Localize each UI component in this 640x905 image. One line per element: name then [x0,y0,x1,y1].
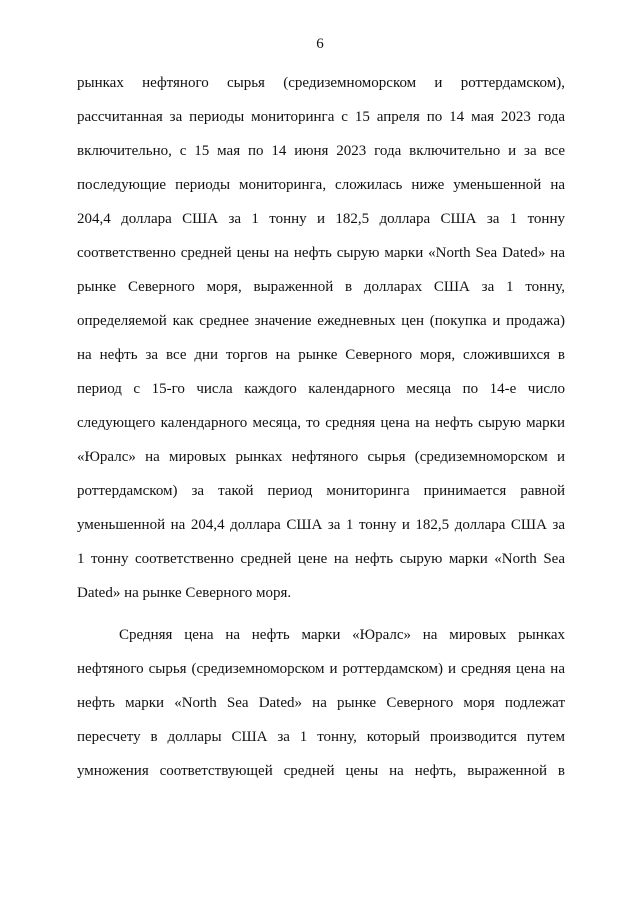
text-line: период с 15-го числа каждого календарного месяца по 14-е число [77,381,565,397]
text-line: рынке Северного моря, выраженной в долларах США за 1 тонну, [77,279,565,295]
text-line: рынках нефтяного сырья (средиземноморском и роттердамском), [77,75,565,91]
text-line: 1 тонну соответственно средней цене на нефть сырую марки «North Sea [77,551,565,567]
text-line: пересчету в доллары США за 1 тонну, который производится путем [77,729,565,745]
text-line: включительно, с 15 мая по 14 июня 2023 года включительно и за все [77,143,565,159]
text-line: «Юралс» на мировых рынках нефтяного сырья (средиземноморском и [77,449,565,465]
text-line: соответственно средней цены на нефть сырую марки «North Sea Dated» на [77,245,565,261]
paragraph-1 [77,66,565,610]
text-line: нефтяного сырья (средиземноморском и роттердамском) и средняя цена на [77,661,565,677]
text-line: последующие периоды мониторинга, сложилась ниже уменьшенной на [77,177,565,193]
text-line: на нефть за все дни торгов на рынке Северного моря, сложившихся в [77,347,565,363]
text-line: Dated» на рынке Северного моря. [77,585,292,601]
text-line: нефть марки «North Sea Dated» на рынке Северного моря подлежат [77,695,565,711]
document-body [77,66,565,788]
text-line: умножения соответствующей средней цены на нефть, выраженной в [77,763,565,779]
text-line: Средняя цена на нефть марки «Юралс» на мировых рынках [119,627,565,643]
paragraph-gap [77,610,565,618]
text-line: рассчитанная за периоды мониторинга с 15 апреля по 14 мая 2023 года [77,109,565,125]
text-line: 204,4 доллара США за 1 тонну и 182,5 доллара США за 1 тонну [77,211,565,227]
paragraph-2 [77,618,565,788]
text-line: роттердамском) за такой период мониторинга принимается равной [77,483,565,499]
text-line: уменьшенной на 204,4 доллара США за 1 тонну и 182,5 доллара США за [77,517,565,533]
text-line: следующего календарного месяца, то средняя цена на нефть сырую марки [77,415,565,431]
text-line: определяемой как среднее значение ежедневных цен (покупка и продажа) [77,313,565,329]
page-number: 6 [316,36,324,52]
